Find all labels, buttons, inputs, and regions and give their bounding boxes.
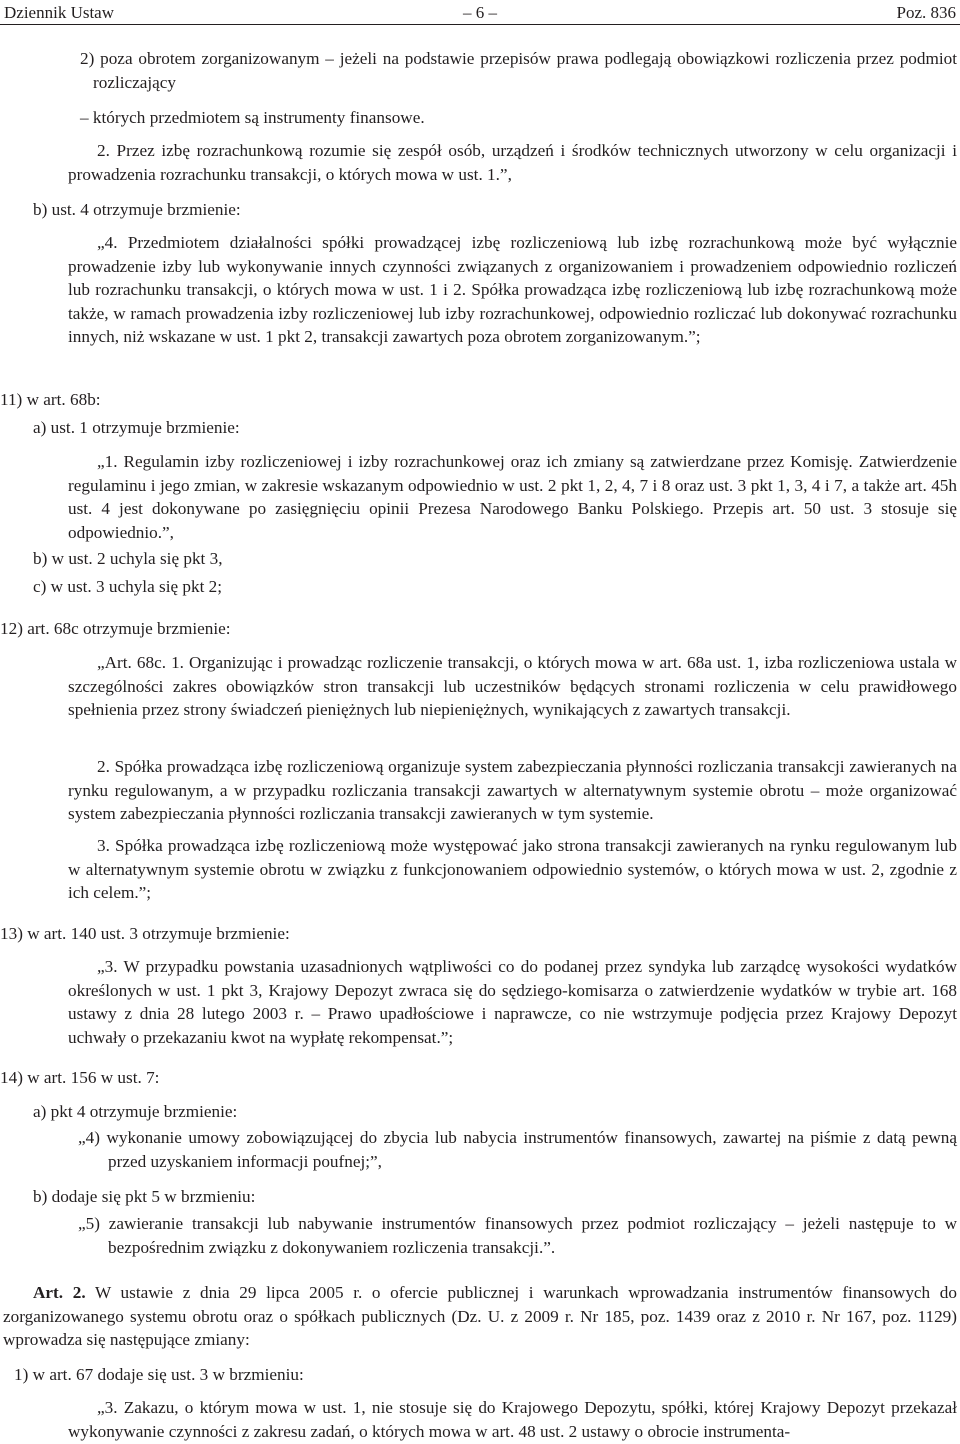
pkt4-content: „4) wykonanie umowy zobowiązującej do zbycia lub nabycia instrumentów finansowych, zawartej na piśmie z datą pewną przed uzyskaniem informacji poufnej;”, [78, 1128, 957, 1171]
point-12-art68c: 12) art. 68c otrzymuje brzmienie: [0, 619, 231, 638]
subpoint-b-ust4: b) ust. 4 otrzymuje brzmienie: [33, 200, 241, 219]
clearing-house-definition: 2. Przez izbę rozrachunkową rozumie się zespół osób, urządzeń i środków technicznych utworzony w celu organizacji i prowadzenia rozrachunku transakcji, o których mowa w ust. 1.”, [68, 141, 957, 184]
subpoint-c-ust3: c) w ust. 3 uchyla się pkt 2; [33, 577, 223, 596]
item-instruments-clause: – których przedmiotem są instrumenty finansowe. [80, 108, 425, 127]
art-2-paragraph [3, 1281, 957, 1352]
art68c-ust2: 2. Spółka prowadząca izbę rozliczeniową organizuje system zabezpieczania płynności rozliczania transakcji zawieranych na rynku regulowanym, a w przypadku rozliczania transakcji zawartych w alternatywnym systemie obrotu – może organizować system zabezpieczania płynności rozliczania transakcji zawieranych w tym systemie. [68, 757, 957, 823]
subpoint-a-ust1: a) ust. 1 otrzymuje brzmienie: [33, 418, 240, 437]
art140-ust3-content: „3. W przypadku powstania uzasadnionych wątpliwości co do podanej przez syndyka lub zarządcę wysokości wydatków określonych w ust. 1 pkt 3, Krajowy Depozyt zwraca się do sędziego-komisarza o zatwierdzenie wydatków w trybie art. 168 ustawy z dnia 28 lutego 2003 r. – Prawo upadłościowe i naprawcze, co nie wstrzymuje podjęcia przez Krajowy Depozyt uchwały o przekazaniu kwot na wypłatę rekompensat.”; [68, 957, 957, 1047]
page-number: – 6 – [463, 3, 497, 22]
pkt5-content: „5) zawieranie transakcji lub nabywanie instrumentów finansowych przez podmiot rozliczający – jeżeli następuje to w bezpośrednim związku z dokonywaniem rozliczenia transakcji.”. [78, 1214, 957, 1257]
subpoint-b-ust2: b) w ust. 2 uchyla się pkt 3, [33, 549, 223, 568]
subpoint-a-pkt4: a) pkt 4 otrzymuje brzmienie: [33, 1102, 238, 1121]
point-13-art140: 13) w art. 140 ust. 3 otrzymuje brzmienie: [0, 924, 290, 943]
item-2-outside-market: 2) poza obrotem zorganizowanym – jeżeli na podstawie przepisów prawa podlegają obowiązkowi rozliczenia przez podmiot rozliczający [80, 49, 957, 92]
header-rule [0, 24, 960, 25]
art-2-point-1: 1) w art. 67 dodaje się ust. 3 w brzmieniu: [14, 1365, 304, 1384]
art67-ust3-content: „3. Zakazu, o którym mowa w ust. 1, nie stosuje się do Krajowego Depozytu, spółki, której Krajowy Depozyt przekazał wykonywanie czynności z zakresu zadań, o których mowa w art. 48 ust. 2 ustawy o obrocie instrumenta- [68, 1398, 957, 1441]
page-header [0, 0, 960, 26]
subpoint-b-pkt5: b) dodaje się pkt 5 w brzmieniu: [33, 1187, 256, 1206]
art68c-ust1: „Art. 68c. 1. Organizując i prowadząc rozliczenie transakcji, o których mowa w art. 68a ust. 1, izba rozliczeniowa ustala w szczególności zakres obowiązków stron transakcji lub uczestników będących stronami rozliczenia w celu prawidłowego spełnienia przez strony świadczeń pieniężnych lub niepieniężnych, wynikających z zawartych transakcji. [68, 653, 957, 719]
art-2-text: W ustawie z dnia 29 lipca 2005 r. o ofercie publicznej i warunkach wprowadzania instrumentów finansowych do zorganizowanego systemu obrotu oraz o spółkach publicznych (Dz. U. z 2009 r. Nr 185, poz. 1439 oraz z 2010 r. Nr 167, poz. 1129) wprowadza się następujące zmiany: [3, 1283, 957, 1349]
ust1-regulations: „1. Regulamin izby rozliczeniowej i izby rozrachunkowej oraz ich zmiany są zatwierdzane przez Komisję. Zatwierdzenie regulaminu i jego zmian, w zakresie wskazanym odpowiednio w ust. 2 pkt 1, 2, 4, 7 i 8 oraz ust. 3 pkt 1, 3, 4 i 7, a także art. 45h ust. 4 jest dokonywane po zasięgnięciu opinii Prezesa Narodowego Banku Polskiego. Przepis art. 50 ust. 3 stosuje się odpowiednio.”, [68, 452, 957, 542]
journal-title: Dziennik Ustaw [4, 3, 115, 22]
art68c-ust3: 3. Spółka prowadząca izbę rozliczeniową może występować jako strona transakcji zawieranych na rynku regulowanym lub w alternatywnym systemie obrotu w związku z funkcjonowaniem odpowiednio systemów, o których mowa w ust. 2, zgodnie z ich celem.”; [68, 836, 957, 902]
point-11-art68b: 11) w art. 68b: [0, 390, 101, 409]
ust4-content: „4. Przedmiotem działalności spółki prowadzącej izbę rozliczeniową lub izbę rozrachunkową może być wyłącznie prowadzenie izby lub wykonywanie innych czynności związanych z organizowaniem i prowadzeniem odpowiednio rozliczeń lub rozrachunku transakcji, o których mowa w ust. 1 i 2. Spółka prowadząca izbę rozliczeniową lub izbę rozrachunkową może także, w ramach prowadzenia izby rozliczeniowej lub izby rozrachunkowej, odpowiednio rozliczać lub dokonywać rozrachunku innych, niż wskazane w ust. 1 pkt 2, transakcji zawartych poza obrotem zorganizowanym.”; [68, 233, 957, 346]
art-2-label: Art. 2. [33, 1283, 86, 1302]
position-number: Poz. 836 [896, 3, 956, 22]
point-14-art156: 14) w art. 156 w ust. 7: [0, 1068, 160, 1087]
